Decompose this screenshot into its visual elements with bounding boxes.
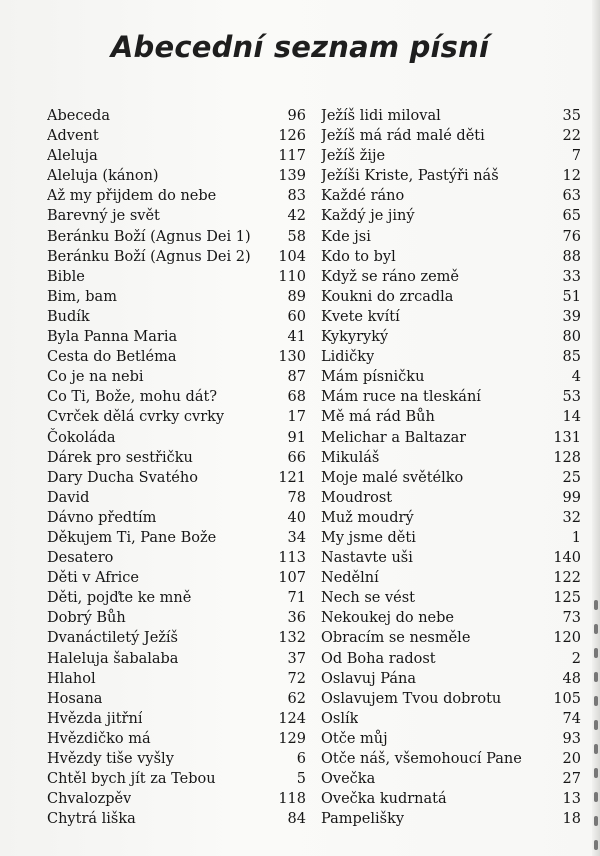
index-entry (321, 628, 581, 648)
song-title: Moudrost (321, 489, 393, 506)
song-title: Haleluja šabalaba (47, 650, 179, 667)
index-entry (321, 186, 581, 206)
song-title: Budík (47, 308, 90, 325)
page-number: 89 (287, 288, 306, 305)
page-number: 48 (562, 670, 581, 687)
page-number: 105 (553, 690, 581, 707)
song-title: Kdo to byl (321, 248, 396, 265)
index-entry (47, 789, 306, 809)
index-entry (321, 528, 581, 548)
page-number: 53 (562, 389, 581, 406)
page-number: 6 (296, 751, 306, 767)
page-number: 130 (278, 349, 306, 366)
song-title: Čokoláda (47, 429, 116, 446)
page-number: 20 (562, 751, 581, 767)
song-title: Moje malé světélko (321, 469, 464, 486)
song-title: Ježíš lidi miloval (321, 108, 441, 124)
song-title: Hvězdičko má (47, 730, 151, 747)
index-entry (321, 287, 581, 307)
index-column-right (321, 106, 581, 829)
page-number: 85 (562, 349, 581, 366)
index-entry (47, 548, 306, 568)
binding-hole (594, 720, 598, 730)
index-entry (47, 669, 306, 689)
index-entry (47, 628, 306, 648)
binding-hole (594, 672, 598, 682)
page-number: 74 (562, 710, 581, 727)
index-entry (321, 769, 581, 789)
song-title: Aleluja (47, 148, 98, 165)
page-number: 83 (287, 188, 306, 205)
page-number: 80 (562, 329, 581, 346)
index-entry (321, 548, 581, 568)
song-title: Mikuláš (321, 449, 380, 466)
page-number: 1 (571, 529, 581, 546)
index-entry (321, 428, 581, 448)
index-entry (47, 407, 306, 427)
page-number: 122 (553, 570, 581, 587)
song-title: Dávno předtím (47, 509, 157, 526)
page-number: 87 (287, 369, 306, 386)
spiral-binding (592, 0, 600, 856)
page-number: 78 (287, 489, 306, 506)
song-title: David (47, 489, 90, 506)
song-title: Beránku Boží (Agnus Dei 2) (47, 248, 251, 265)
page-number: 140 (553, 550, 581, 567)
index-entry (47, 106, 306, 126)
song-title: Bim, bam (47, 288, 117, 305)
page-number: 125 (553, 590, 581, 607)
song-title: Kde jsi (321, 228, 371, 245)
index-entry (47, 267, 306, 287)
song-title: Co je na nebi (47, 369, 144, 386)
song-title: Ježíš žije (321, 148, 386, 165)
song-title: Děti, pojďte ke mně (47, 590, 192, 607)
index-entry (47, 227, 306, 247)
index-entry (321, 367, 581, 387)
song-title: Když se ráno země (321, 268, 459, 285)
index-entry (321, 568, 581, 588)
page-number: 7 (571, 148, 581, 165)
song-title: Dary Ducha Svatého (47, 469, 198, 486)
index-entry (47, 488, 306, 508)
index-entry (321, 267, 581, 287)
page-number: 18 (562, 811, 581, 828)
song-title: Až my přijdem do nebe (47, 188, 217, 205)
index-entry (321, 508, 581, 528)
song-title: Hvězdy tiše vyšly (47, 751, 174, 767)
song-title: Hvězda jitřní (47, 710, 143, 727)
song-title: Advent (47, 128, 99, 145)
index-entry (47, 608, 306, 628)
page-number: 33 (562, 268, 581, 285)
song-title: Chytrá liška (47, 811, 136, 828)
song-title: Oslík (321, 710, 359, 727)
page-number: 12 (562, 168, 581, 185)
index-entry (321, 146, 581, 166)
index-entry (321, 749, 581, 769)
page-number: 76 (562, 228, 581, 245)
index-entry (321, 689, 581, 709)
index-entry (321, 789, 581, 809)
song-title: Ovečka (321, 771, 376, 788)
page-number: 37 (287, 650, 306, 667)
song-title: Dobrý Bůh (47, 610, 126, 627)
song-title: Chtěl bych jít za Tebou (47, 771, 216, 788)
binding-hole (594, 624, 598, 634)
page-number: 91 (287, 429, 306, 446)
song-title: Děti v Africe (47, 570, 139, 587)
page-title: Abecední seznam písní (110, 30, 490, 64)
index-entry (47, 508, 306, 528)
index-entry (321, 347, 581, 367)
index-entry (47, 689, 306, 709)
index-entry (321, 106, 581, 126)
page-number: 118 (278, 791, 306, 808)
song-title: Otče můj (321, 730, 388, 747)
page-number: 2 (571, 650, 581, 667)
page-number: 96 (287, 108, 306, 124)
index-entry (321, 407, 581, 427)
page-number: 32 (562, 509, 581, 526)
page-number: 73 (562, 610, 581, 627)
song-title: Aleluja (kánon) (47, 168, 159, 185)
index-entry (47, 327, 306, 347)
song-title: Každé ráno (321, 188, 405, 205)
index-entry (47, 588, 306, 608)
page-number: 42 (287, 208, 306, 225)
page-number: 131 (553, 429, 581, 446)
page-number: 60 (287, 308, 306, 325)
page-number: 113 (278, 550, 306, 567)
page-number: 93 (562, 730, 581, 747)
page-number: 120 (553, 630, 581, 647)
page-number: 84 (287, 811, 306, 828)
index-column-left (47, 106, 306, 829)
song-title: Mám ruce na tleskání (321, 389, 481, 406)
song-title: Nedělní (321, 570, 379, 587)
song-title: Dvanáctiletý Ježíš (47, 630, 178, 647)
song-title: Nastavte uši (321, 550, 413, 567)
index-entry (47, 247, 306, 267)
page-number: 129 (278, 730, 306, 747)
index-entry (321, 227, 581, 247)
page-number: 25 (562, 469, 581, 486)
binding-hole (594, 792, 598, 802)
page-number: 132 (278, 630, 306, 647)
index-entry (321, 709, 581, 729)
song-title: Hlahol (47, 670, 96, 687)
index-entry (47, 729, 306, 749)
song-title: Oslavuj Pána (321, 670, 416, 687)
index-entry (321, 387, 581, 407)
index-entry (321, 488, 581, 508)
index-entry (47, 347, 306, 367)
page-number: 121 (278, 469, 306, 486)
song-title: Obracím se nesměle (321, 630, 471, 647)
index-entry (321, 729, 581, 749)
page-number: 5 (296, 771, 306, 788)
song-title: Byla Panna Maria (47, 329, 178, 346)
index-entry (47, 287, 306, 307)
page-number: 13 (562, 791, 581, 808)
song-title: Mě má rád Bůh (321, 409, 435, 426)
song-title: Melichar a Baltazar (321, 429, 467, 446)
page-number: 58 (287, 228, 306, 245)
page-number: 139 (278, 168, 306, 185)
song-title: Nech se vést (321, 590, 416, 607)
page-number: 40 (287, 509, 306, 526)
binding-hole (594, 840, 598, 850)
song-title: Dárek pro sestřičku (47, 449, 193, 466)
song-title: Lidičky (321, 349, 375, 366)
index-entry (47, 568, 306, 588)
page-number: 62 (287, 690, 306, 707)
page-number: 63 (562, 188, 581, 205)
song-title: Barevný je svět (47, 208, 160, 225)
page-number: 4 (571, 369, 581, 386)
index-entry (47, 649, 306, 669)
index-entry (47, 146, 306, 166)
song-title: Hosana (47, 690, 103, 707)
index-entry (47, 709, 306, 729)
song-title: My jsme děti (321, 529, 416, 546)
page-number: 117 (278, 148, 306, 165)
index-entry (47, 387, 306, 407)
page-number: 22 (562, 128, 581, 145)
index-entry (321, 327, 581, 347)
page-number: 110 (278, 268, 306, 285)
song-title: Ovečka kudrnatá (321, 791, 447, 808)
song-title: Pampelišky (321, 811, 405, 828)
song-title: Cvrček dělá cvrky cvrky (47, 409, 225, 426)
page-number: 35 (562, 108, 581, 124)
index-entry (47, 428, 306, 448)
index-entry (321, 669, 581, 689)
index-entry (321, 649, 581, 669)
binding-hole (594, 696, 598, 706)
index-entry (47, 126, 306, 146)
page-number: 41 (287, 329, 306, 346)
song-title: Abeceda (47, 108, 110, 124)
index-entry (321, 809, 581, 829)
song-title: Beránku Boží (Agnus Dei 1) (47, 228, 251, 245)
song-title: Mám písničku (321, 369, 425, 386)
page-number: 88 (562, 248, 581, 265)
page-number: 107 (278, 570, 306, 587)
page-number: 128 (553, 449, 581, 466)
page-number: 17 (287, 409, 306, 426)
song-title: Desatero (47, 550, 114, 567)
binding-hole (594, 816, 598, 826)
index-entry (321, 166, 581, 186)
index-entry (321, 307, 581, 327)
song-title: Kykyryký (321, 329, 389, 346)
binding-hole (594, 648, 598, 658)
binding-hole (594, 768, 598, 778)
page-number: 65 (562, 208, 581, 225)
song-title: Oslavujem Tvou dobrotu (321, 690, 502, 707)
index-entry (47, 468, 306, 488)
page-number: 71 (287, 590, 306, 607)
index-entry (321, 588, 581, 608)
page-number: 104 (278, 248, 306, 265)
index-entry (321, 247, 581, 267)
index-entry (321, 468, 581, 488)
page-number: 36 (287, 610, 306, 627)
index-entry (47, 749, 306, 769)
index-entry (47, 528, 306, 548)
index-entry (321, 126, 581, 146)
index-entry (321, 608, 581, 628)
song-title: Nekoukej do nebe (321, 610, 454, 627)
page-number: 124 (278, 710, 306, 727)
page-number: 68 (287, 389, 306, 406)
page-number: 34 (287, 529, 306, 546)
song-title: Cesta do Betléma (47, 349, 177, 366)
page-number: 27 (562, 771, 581, 788)
index-entry (321, 448, 581, 468)
page-number: 72 (287, 670, 306, 687)
index-entry (47, 448, 306, 468)
index-entry (47, 186, 306, 206)
song-title: Kvete kvítí (321, 308, 400, 325)
page-number: 14 (562, 409, 581, 426)
song-title: Muž moudrý (321, 509, 414, 526)
song-title: Od Boha radost (321, 650, 436, 667)
page-number: 51 (562, 288, 581, 305)
song-title: Bible (47, 268, 85, 285)
binding-hole (594, 744, 598, 754)
song-title: Co Ti, Bože, mohu dát? (47, 389, 218, 406)
song-title: Děkujem Ti, Pane Bože (47, 529, 217, 546)
song-title: Koukni do zrcadla (321, 288, 454, 305)
index-entry (47, 769, 306, 789)
binding-hole (594, 600, 598, 610)
song-title: Každý je jiný (321, 208, 415, 225)
page-number: 66 (287, 449, 306, 466)
song-title: Ježíši Kriste, Pastýři náš (321, 168, 499, 185)
page-number: 99 (562, 489, 581, 506)
page-number: 39 (562, 308, 581, 325)
index-entry (47, 367, 306, 387)
page-number: 126 (278, 128, 306, 145)
song-title: Ježíš má rád malé děti (321, 128, 485, 145)
index-entry (47, 206, 306, 226)
index-entry (47, 307, 306, 327)
song-title: Chvalozpěv (47, 791, 132, 808)
index-entry (47, 809, 306, 829)
index-entry (47, 166, 306, 186)
song-title: Otče náš, všemohoucí Pane (321, 751, 522, 767)
index-entry (321, 206, 581, 226)
